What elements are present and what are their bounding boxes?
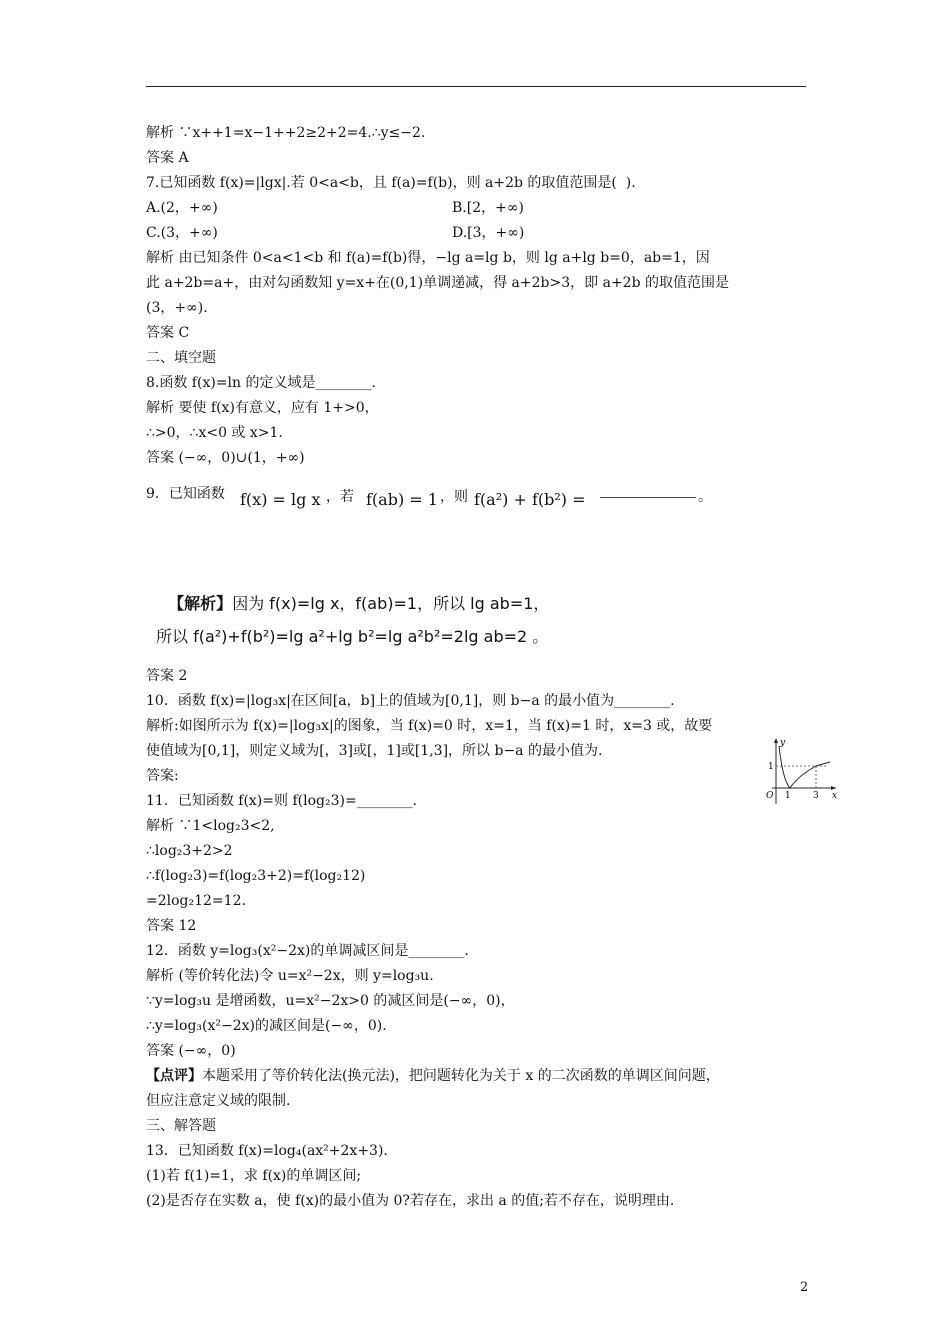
question-7: 7.已知函数 f(x)=|lgx|.若 0<a<b，且 f(a)=f(b)，则 a+2b 的取值范围是( ). — [146, 175, 636, 191]
text-line: (1)若 f(1)=1，求 f(x)的单调区间; — [146, 1168, 362, 1184]
comment-tag: 【点评】 — [146, 1068, 202, 1084]
text-line: 解析 要使 f(x)有意义，应有 1+>0， — [146, 400, 379, 416]
text-line: =2log₂12=12. — [146, 893, 246, 909]
text-line: 答案 2 — [146, 668, 188, 684]
section-heading: 二、填空题 — [146, 350, 216, 366]
comment-line — [146, 1067, 720, 1085]
text-line: ∴f(log₂3)=f(log₂3+2)=f(log₂12) — [146, 868, 366, 884]
text-line: 答案 12 — [146, 918, 197, 934]
y-label: y — [780, 738, 786, 748]
y-axis-arrow — [774, 738, 778, 743]
text-line: 答案 (−∞，0)∪(1，+∞) — [146, 450, 305, 466]
x-axis-arrow — [831, 786, 836, 790]
text-line: 此 a+2b=a+，由对勾函数知 y=x+在(0,1)单调递减，得 a+2b>3，即 a+2b 的取值范围是 — [146, 275, 729, 291]
option-b: B.[2，+∞) — [452, 200, 524, 216]
q9-end: 。 — [698, 489, 712, 505]
text-line: (3，+∞). — [146, 300, 208, 316]
question-13: 13．已知函数 f(x)=log₄(ax²+2x+3). — [146, 1143, 388, 1159]
q9-expression: f(a²) + f(b²) = — [474, 490, 586, 509]
question-12: 12．函数 y=log₃(x²−2x)的单调减区间是________. — [146, 943, 469, 959]
log-graph — [764, 736, 838, 806]
text-line: 解析 ∵x++1=x−1++2≥2+2=4.∴y≤−2. — [146, 125, 426, 141]
option-a: A.(2，+∞) — [146, 200, 218, 216]
q9-then: ，则 — [440, 489, 468, 505]
text-line: 答案 C — [146, 325, 190, 341]
solution-tag: 【解析】 — [168, 594, 233, 613]
text-line: 解析 (等价转化法)令 u=x²−2x，则 y=log₃u. — [146, 968, 434, 984]
text-line: 使值域为[0,1]，则定义域为[，3]或[，1]或[1,3]，所以 b−a 的最小值为. — [146, 743, 603, 759]
text-line: ∴y=log₃(x²−2x)的减区间是(−∞，0). — [146, 1018, 387, 1034]
tick-x-3: 3 — [813, 791, 819, 801]
q9-if: ，若 — [326, 489, 354, 505]
text-line: 解析:如图所示为 f(x)=|log₃x|的图象，当 f(x)=0 时，x=1，当 f(x)=1 时，x=3 或，故要 — [146, 718, 713, 734]
q9-function-def: f(x) = lg x — [240, 490, 321, 509]
q9-solution-line-2: 所以 f(a²)+f(b²)=lg a²+lg b²=lg a²b²=2lg ab=2 。 — [156, 627, 549, 646]
log-curve — [779, 746, 830, 788]
q9-condition: f(ab) = 1 — [366, 490, 438, 509]
q9-answer-blank — [600, 497, 696, 498]
option-c: C.(3，+∞) — [146, 225, 218, 241]
text-line: ∴log₂3+2>2 — [146, 843, 233, 859]
text-line: 但应注意定义域的限制. — [146, 1093, 291, 1109]
question-8: 8.函数 f(x)=ln 的定义域是________. — [146, 375, 376, 391]
text-line: 答案 (−∞，0) — [146, 1043, 236, 1059]
text-line: 答案: — [146, 768, 179, 784]
header-rule — [146, 86, 806, 87]
tick-y-1: 1 — [768, 762, 774, 772]
text-line: ∵y=log₃u 是增函数，u=x²−2x>0 的减区间是(−∞，0)， — [146, 993, 515, 1009]
text-line: ∴>0，∴x<0 或 x>1. — [146, 425, 283, 441]
tick-x-1: 1 — [785, 791, 791, 801]
comment-text: 本题采用了等价转化法(换元法)，把问题转化为关于 x 的二次函数的单调区间问题， — [202, 1068, 720, 1084]
q9-solution-line-1 — [158, 572, 549, 614]
section-heading: 三、解答题 — [146, 1118, 216, 1134]
question-10: 10．函数 f(x)=|log₃x|在区间[a，b]上的值域为[0,1]，则 b−a 的最小值为________. — [146, 693, 675, 709]
text-line: (2)是否存在实数 a，使 f(x)的最小值为 0?若存在，求出 a 的值;若不存在，说明理由. — [146, 1193, 675, 1209]
text-line: 解析 由已知条件 0<a<1<b 和 f(a)=f(b)得，−lg a=lg b，则 lg a+lg b=0，ab=1，因 — [146, 250, 710, 266]
x-label: x — [832, 791, 838, 801]
page-number: 2 — [800, 1280, 809, 1295]
text-line: 解析 ∵1<log₂3<2, — [146, 818, 275, 834]
question-11: 11．已知函数 f(x)=则 f(log₂3)=________. — [146, 793, 418, 809]
solution-text: 因为 f(x)=lg x，f(ab)=1，所以 lg ab=1， — [232, 594, 550, 613]
question-9-intro: 9．已知函数 — [146, 486, 225, 502]
option-d: D.[3，+∞) — [452, 225, 525, 241]
text-line: 答案 A — [146, 150, 189, 166]
origin-label: O — [766, 791, 774, 801]
